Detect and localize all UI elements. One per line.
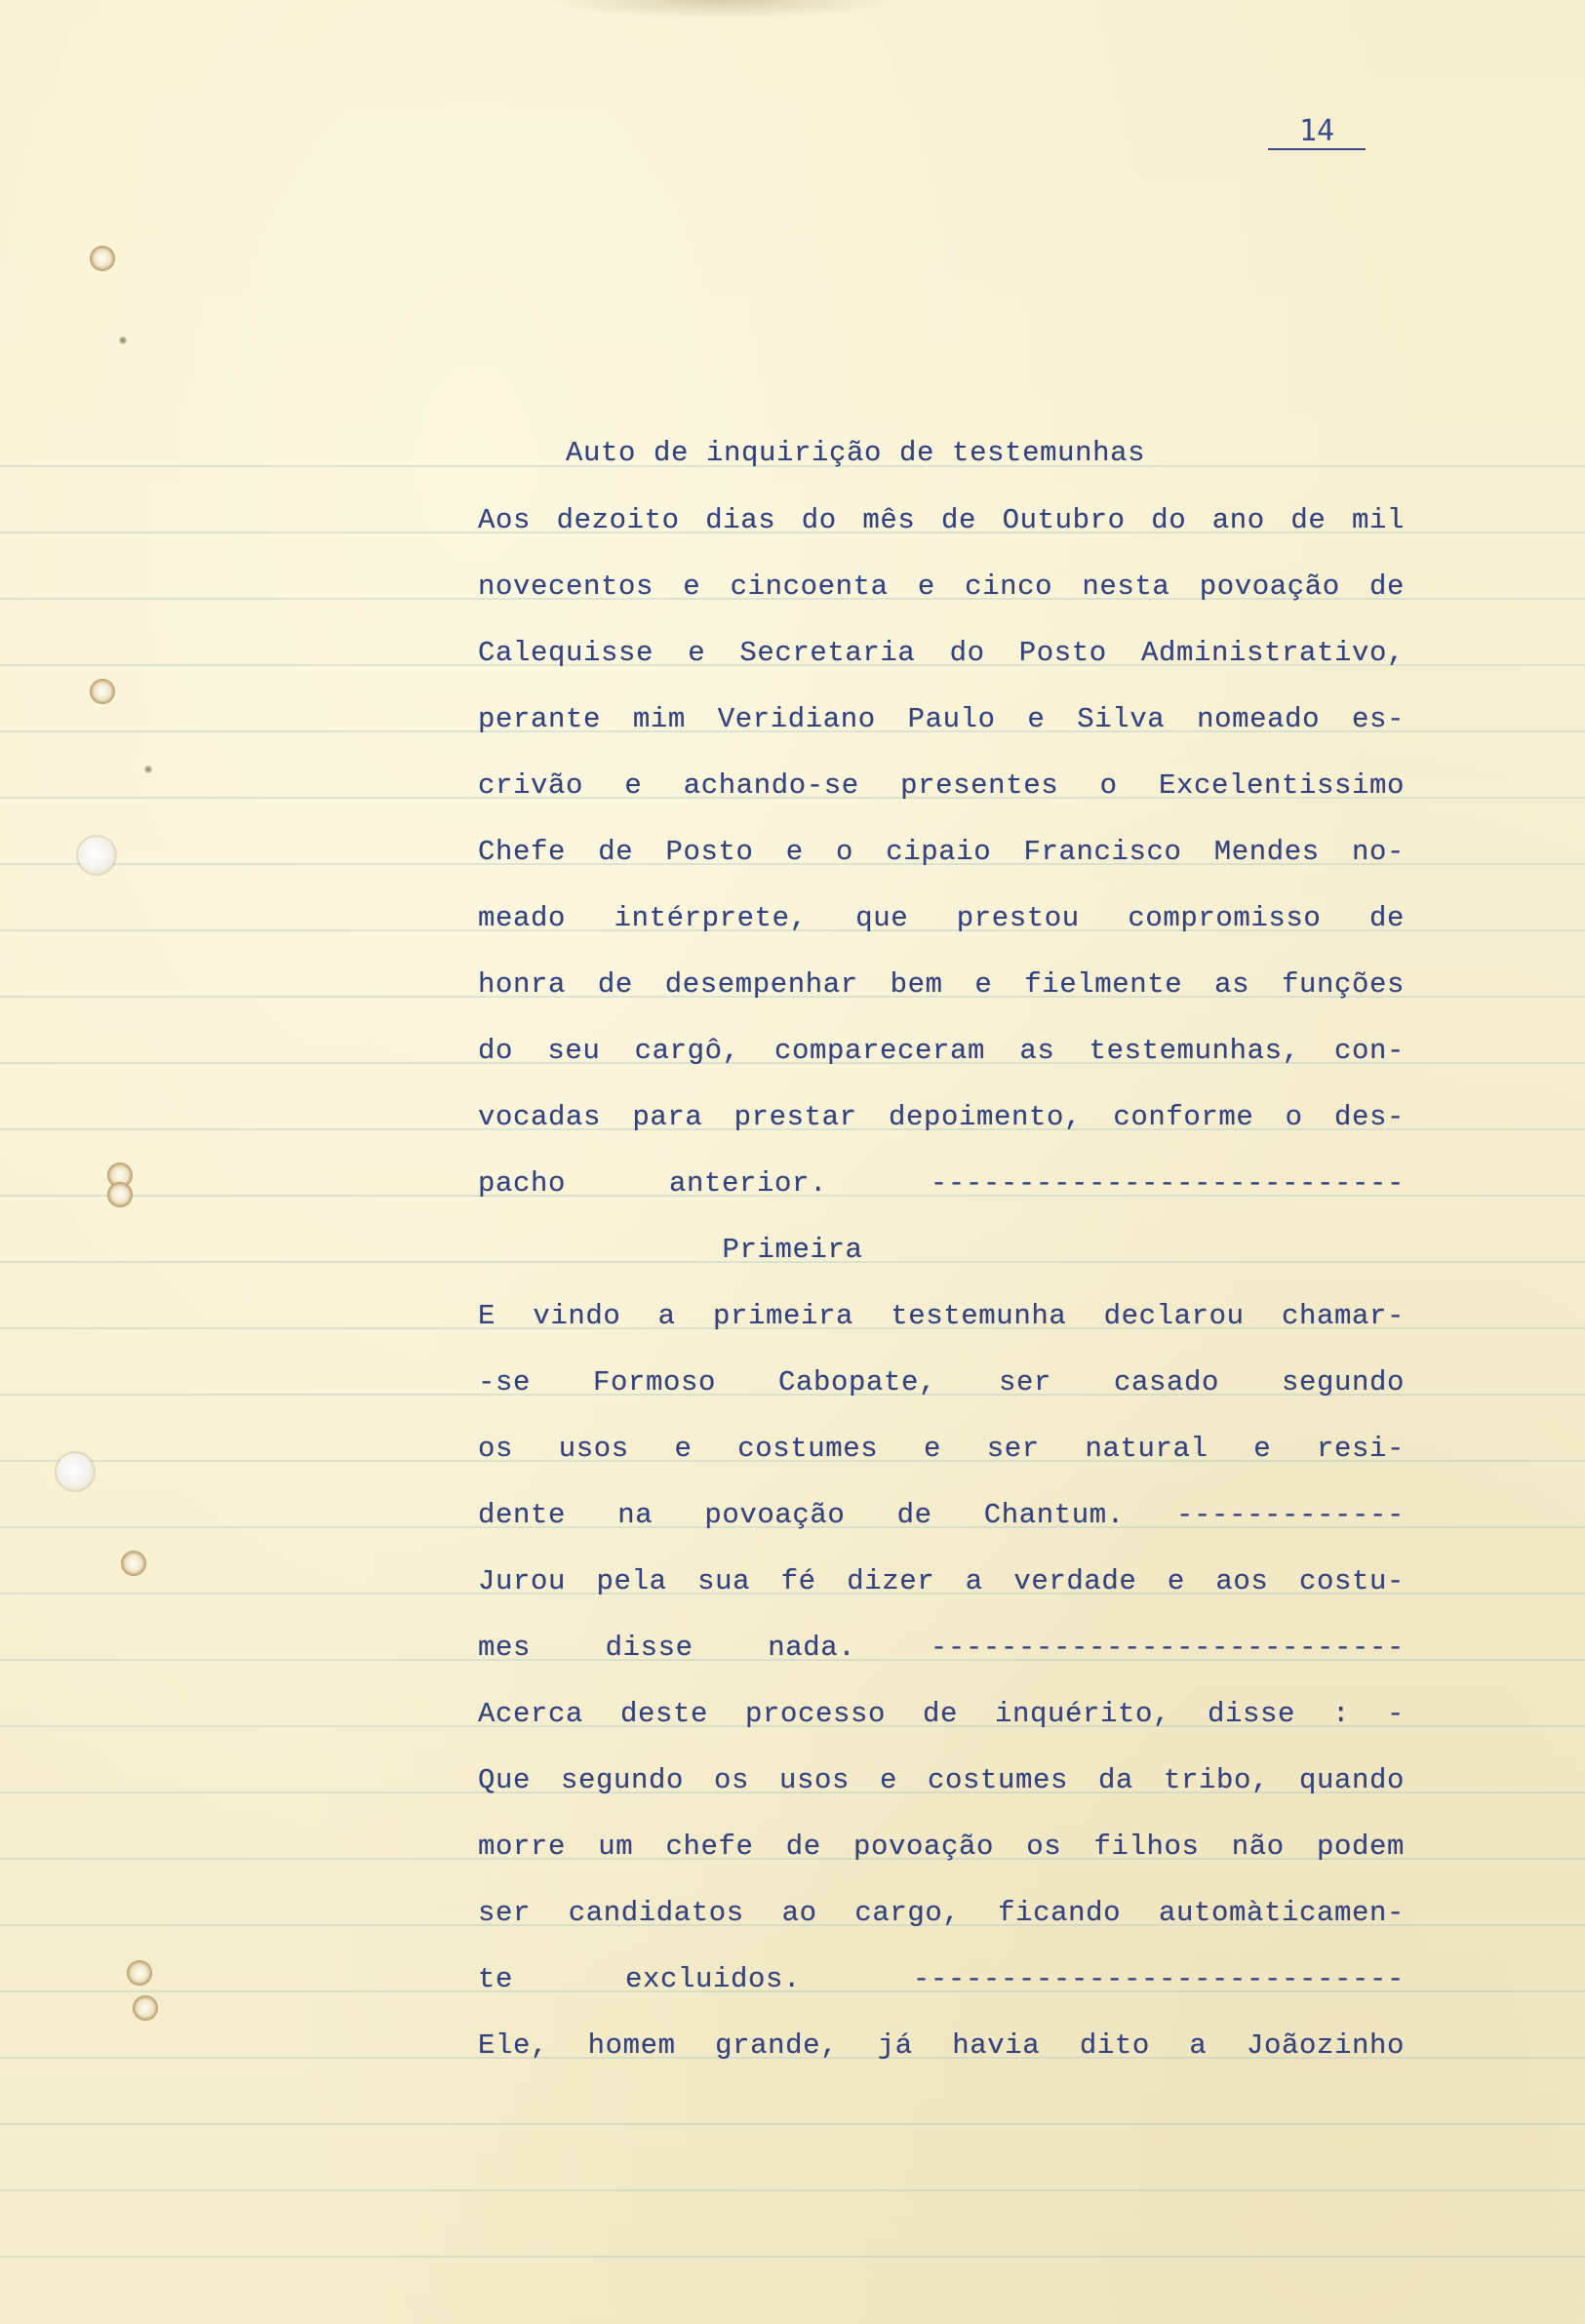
body-line: perante mim Veridiano Paulo e Silva nomeado es- (478, 703, 1405, 735)
punched-hole (57, 1453, 94, 1490)
testimony-line: Ele, homem grande, já havia dito a Joãozinho (478, 2029, 1405, 2062)
page-number: 14 (1268, 115, 1366, 150)
binder-tear (133, 1995, 158, 2021)
testimony-line: os usos e costumes e ser natural e resi- (478, 1433, 1405, 1465)
testimony-line: mes disse nada. --------------------------- (478, 1632, 1405, 1664)
pin-hole (144, 766, 152, 773)
body-line: Aos dezoito dias do mês de Outubro do ano de mil (478, 504, 1405, 536)
testimony-line: E vindo a primeira testemunha declarou chamar- (478, 1300, 1405, 1332)
testimony-line: Acerca deste processo de inquérito, disse : - (478, 1698, 1405, 1730)
binder-tear (107, 1182, 133, 1207)
testimony-line: ser candidatos ao cargo, ficando automàticamen- (478, 1897, 1405, 1929)
body-line: pacho anterior. --------------------------- (478, 1167, 1405, 1200)
binder-tear (90, 246, 115, 271)
body-line: honra de desempenhar bem e fielmente as funções (478, 968, 1405, 1001)
testimony-line: Jurou pela sua fé dizer a verdade e aos costu- (478, 1565, 1405, 1597)
body-line: Chefe de Posto e o cipaio Francisco Mendes no- (478, 836, 1405, 868)
punched-hole (78, 837, 115, 874)
testimony-line: -se Formoso Cabopate, ser casado segundo (478, 1366, 1405, 1398)
binder-tear (121, 1551, 146, 1576)
testimony-line: Que segundo os usos e costumes da tribo, quando (478, 1764, 1405, 1796)
binder-tear (90, 679, 115, 704)
testimony-line: morre um chefe de povoação os filhos não podem (478, 1831, 1405, 1863)
body-line: crivão e achando-se presentes o Excelentissimo (478, 769, 1405, 802)
body-line: do seu cargô, compareceram as testemunhas, con- (478, 1035, 1405, 1067)
document-title: Auto de inquirição de testemunhas (566, 437, 1146, 469)
section-heading: Primeira (722, 1234, 863, 1266)
testimony-line: dente na povoação de Chantum. ------------- (478, 1499, 1405, 1531)
body-line: Calequisse e Secretaria do Posto Administrativo, (478, 637, 1405, 669)
body-line: vocadas para prestar depoimento, conforme o des- (478, 1101, 1405, 1133)
testimony-line: te excluidos. ---------------------------- (478, 1963, 1405, 1995)
body-line: novecentos e cincoenta e cinco nesta povoação de (478, 571, 1405, 603)
pin-hole (119, 336, 127, 344)
binder-tear (127, 1960, 152, 1986)
body-line: meado intérprete, que prestou compromisso de (478, 902, 1405, 934)
